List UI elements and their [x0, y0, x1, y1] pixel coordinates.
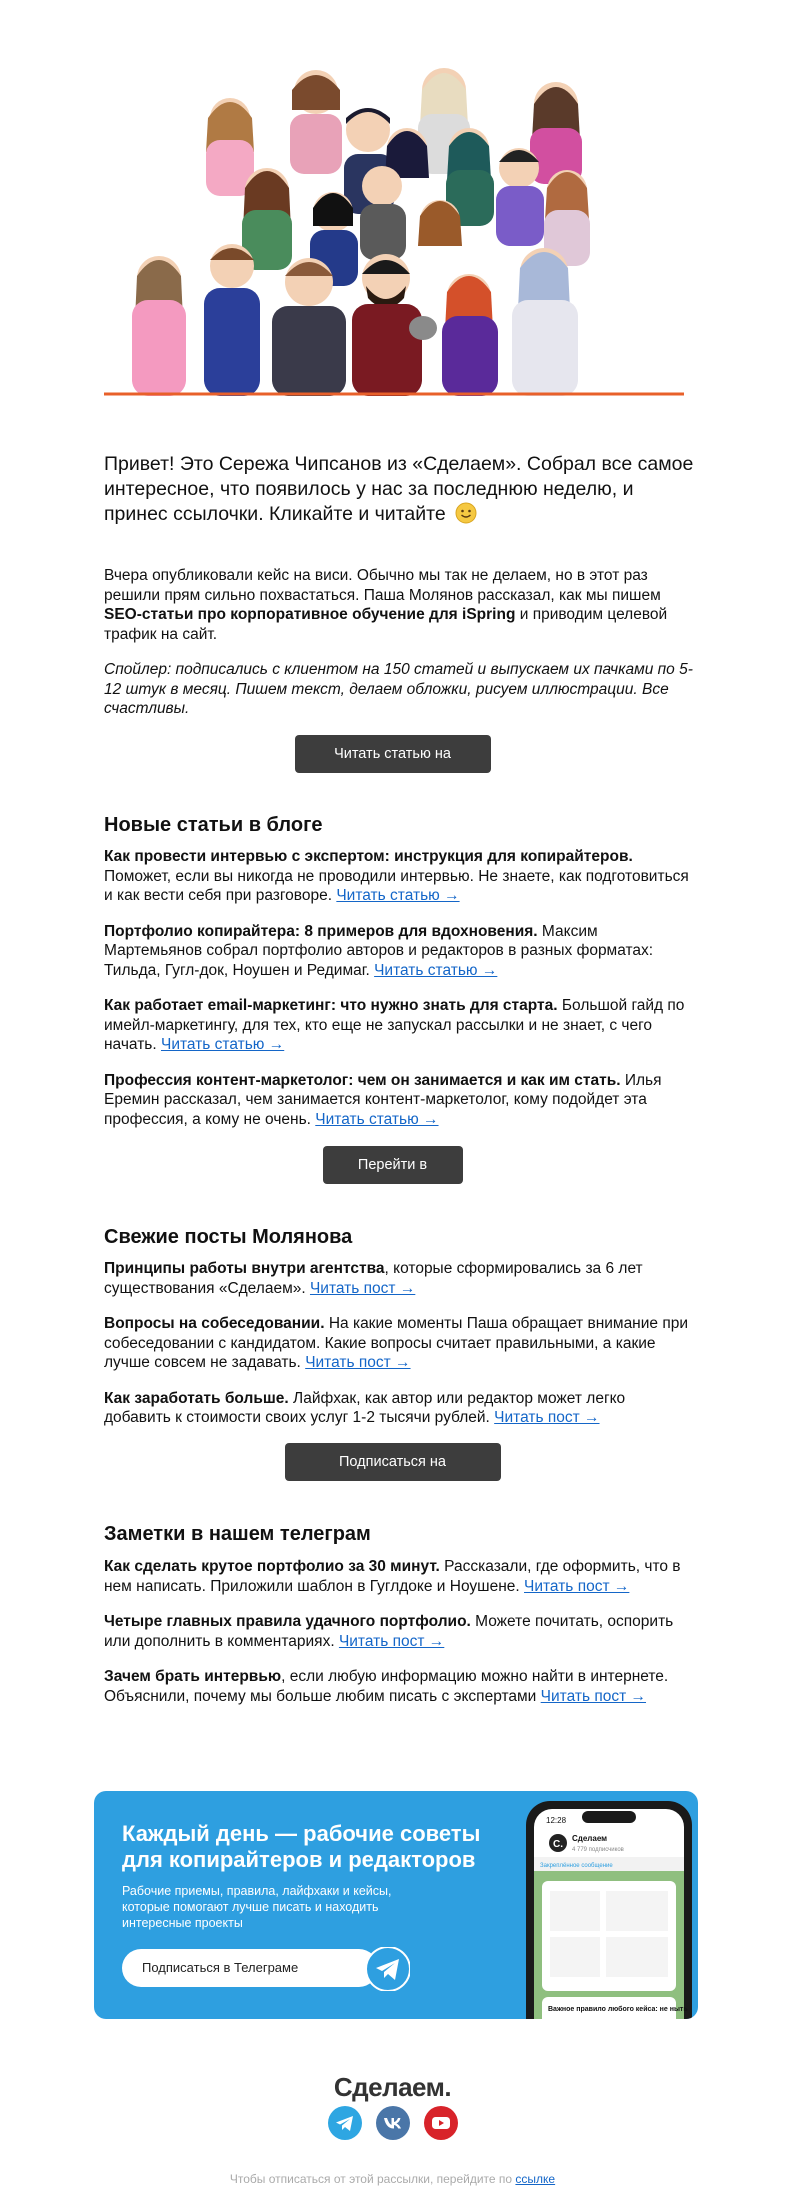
- phone-subs: 4 779 подписчиков: [572, 1847, 624, 1853]
- item-text: Большой гайд по имейл-маркетингу, для тех, кто еще не запускал рассылки и не знает, с чего начать.: [104, 997, 685, 1053]
- item-text: Рассказали, где оформить, что в нем написать. Приложили шаблон в Гуглдоке и Ноушене.: [104, 1558, 681, 1595]
- subscribe-molyanov-button[interactable]: Подписаться на Молянова: [285, 1443, 501, 1481]
- read-article-link[interactable]: Читать статью →: [336, 887, 460, 904]
- intro-text: [104, 452, 694, 527]
- read-post-link[interactable]: Читать пост →: [338, 1632, 445, 1650]
- svg-text:С.: С.: [553, 1839, 563, 1850]
- item-title: Вопросы на собеседовании.: [104, 1315, 325, 1332]
- item-title: Зачем брать интервью: [104, 1668, 282, 1685]
- item-title: Четыре главных правила удачного портфолио.: [104, 1613, 471, 1630]
- phone-mockup: 12:28 С. Сделаем 4 779 подписчиков Закреплённое сообщение Важное правило любого кейса: не ныть По поводу кейсов часто говорят: [524, 1801, 694, 2019]
- read-post-link[interactable]: Читать пост →: [494, 1409, 600, 1426]
- phone-pinned: Закреплённое сообщение: [540, 1863, 613, 1869]
- banner-title: Каждый день — рабочие советы для копирайтеров и редакторов: [122, 1821, 481, 1872]
- item-title: Портфолио копирайтера: 8 примеров для вдохновения.: [104, 922, 538, 940]
- item-title: Как заработать больше.: [104, 1389, 289, 1407]
- unsubscribe-link[interactable]: ссылке: [515, 2172, 556, 2186]
- read-post-link[interactable]: Читать пост →: [305, 1354, 411, 1371]
- item-text: Можете почитать, оспорить или дополнить в комментариях.: [104, 1613, 674, 1650]
- unsubscribe-text: Чтобы отписаться от этой рассылки, перейдите по: [229, 2172, 516, 2186]
- vc-button-row: [0, 735, 785, 800]
- youtube-icon[interactable]: [424, 2106, 458, 2140]
- list-item: [104, 1389, 694, 1428]
- case-paragraph: [104, 566, 694, 644]
- case-text-end: и приводим целевой трафик на сайт.: [104, 606, 668, 643]
- vk-icon[interactable]: [376, 2106, 410, 2140]
- footer-logo: Сделаем.: [333, 2072, 452, 2102]
- telegram-icon[interactable]: [328, 2106, 362, 2140]
- phone-time: 12:28: [546, 1816, 567, 1825]
- list-item: [104, 996, 694, 1055]
- read-vc-button[interactable]: Читать статью на VC.ru: [295, 735, 491, 773]
- list-item: [104, 1259, 694, 1298]
- intro-paragraph: Привет! Это Сережа Чипсанов из «Сделаем». Собрал все самое интересное, что появилось у нас за последнюю неделю, и принес ссылочки. Кликайте и читайте: [104, 453, 694, 525]
- item-text: Илья Еремин рассказал, чем занимается контент-маркетолог, кому подойдет эта профессия, а кому не очень.: [104, 1071, 662, 1128]
- list-item: [104, 1667, 694, 1706]
- unsubscribe-note: [0, 2172, 785, 2186]
- item-title: Как сделать крутое портфолио за 30 минут.: [104, 1558, 440, 1575]
- item-text: Поможет, если вы никогда не проводили интервью. Не знаете, как подготовиться и как вести себя при разговоре.: [104, 867, 689, 904]
- read-post-link[interactable]: Читать пост →: [540, 1687, 647, 1705]
- case-bold: SEO-статьи про корпоративное обучение для iSpring: [104, 606, 516, 623]
- list-item: [104, 1071, 694, 1130]
- phone-channel: Сделаем: [572, 1834, 608, 1843]
- read-article-link[interactable]: Читать статью →: [315, 1110, 439, 1128]
- posts-list: [104, 1259, 694, 1444]
- list-item: [104, 1612, 694, 1651]
- item-text: На какие моменты Паша обращает внимание при собеседовании с кандидатом. Какие вопросы считает правильными, а какие лучше совсем не задавать.: [104, 1315, 689, 1371]
- subscribe-telegram-button[interactable]: Подписаться в Телеграме: [122, 1949, 378, 1987]
- go-to-blog-button[interactable]: Перейти в блог: [323, 1146, 463, 1184]
- blog-button-row: [0, 1146, 785, 1211]
- list-item: [104, 847, 694, 906]
- posts-button-row: [0, 1443, 785, 1508]
- read-article-link[interactable]: Читать статью →: [374, 961, 498, 979]
- item-title: Как работает email-маркетинг: что нужно знать для старта.: [104, 997, 558, 1014]
- case-text: Вчера опубликовали кейс на виси. Обычно мы так не делаем, но в этот раз решили прям сильно похвастаться. Паша Молянов рассказал, как мы пишем: [104, 567, 661, 604]
- posts-heading: Свежие посты Молянова: [104, 1226, 353, 1248]
- spoiler-paragraph: Спойлер: подписались с клиентом на 150 статей и выпускаем их пачками по 5-12 штук в месяц. Пишем текст, делаем обложки, рисуем иллюстрации. Все счастливы.: [104, 661, 693, 717]
- telegram-list: [104, 1557, 694, 1722]
- phone-post: Важное правило любого кейса: не ныть: [548, 2006, 688, 2013]
- item-title: Как провести интервью с экспертом: инструкция для копирайтеров.: [104, 848, 633, 865]
- smile-emoji-icon: [455, 502, 477, 524]
- banner-subtitle: Рабочие приемы, правила, лайфхаки и кейсы, которые помогают лучше писать и находить интересные проекты: [122, 1884, 392, 1930]
- team-illustration: [104, 60, 684, 396]
- item-text: , которые сформировались за 6 лет существования «Сделаем».: [104, 1260, 643, 1297]
- item-title: Профессия контент-маркетолог: чем он занимается и как им стать.: [104, 1071, 621, 1089]
- read-article-link[interactable]: Читать статью →: [160, 1036, 285, 1053]
- social-links: [0, 2106, 785, 2140]
- telegram-heading: Заметки в нашем телеграм: [104, 1523, 371, 1545]
- item-text: , если любую информацию можно найти в интернете. Объяснили, почему мы больше любим писать с экспертами: [104, 1668, 669, 1705]
- item-text: Максим Мартемьянов собрал портфолио авторов и редакторов в разных форматах: Тильда, Гугл-док, Ноушен и Редимаг.: [104, 922, 654, 979]
- item-text: Лайфхак, как автор или редактор может легко добавить к стоимости своих услуг 1-2 тысячи рублей.: [104, 1389, 626, 1426]
- list-item: [104, 1314, 694, 1373]
- read-post-link[interactable]: Читать пост →: [309, 1279, 416, 1297]
- blog-heading: Новые статьи в блоге: [104, 814, 323, 836]
- list-item: [104, 1557, 694, 1596]
- read-post-link[interactable]: Читать пост →: [524, 1577, 630, 1595]
- telegram-plane-icon[interactable]: [366, 1947, 410, 1991]
- item-title: Принципы работы внутри агентства: [104, 1260, 385, 1277]
- list-item: [104, 922, 694, 981]
- telegram-banner[interactable]: [94, 1791, 698, 2029]
- blog-list: [104, 847, 694, 1145]
